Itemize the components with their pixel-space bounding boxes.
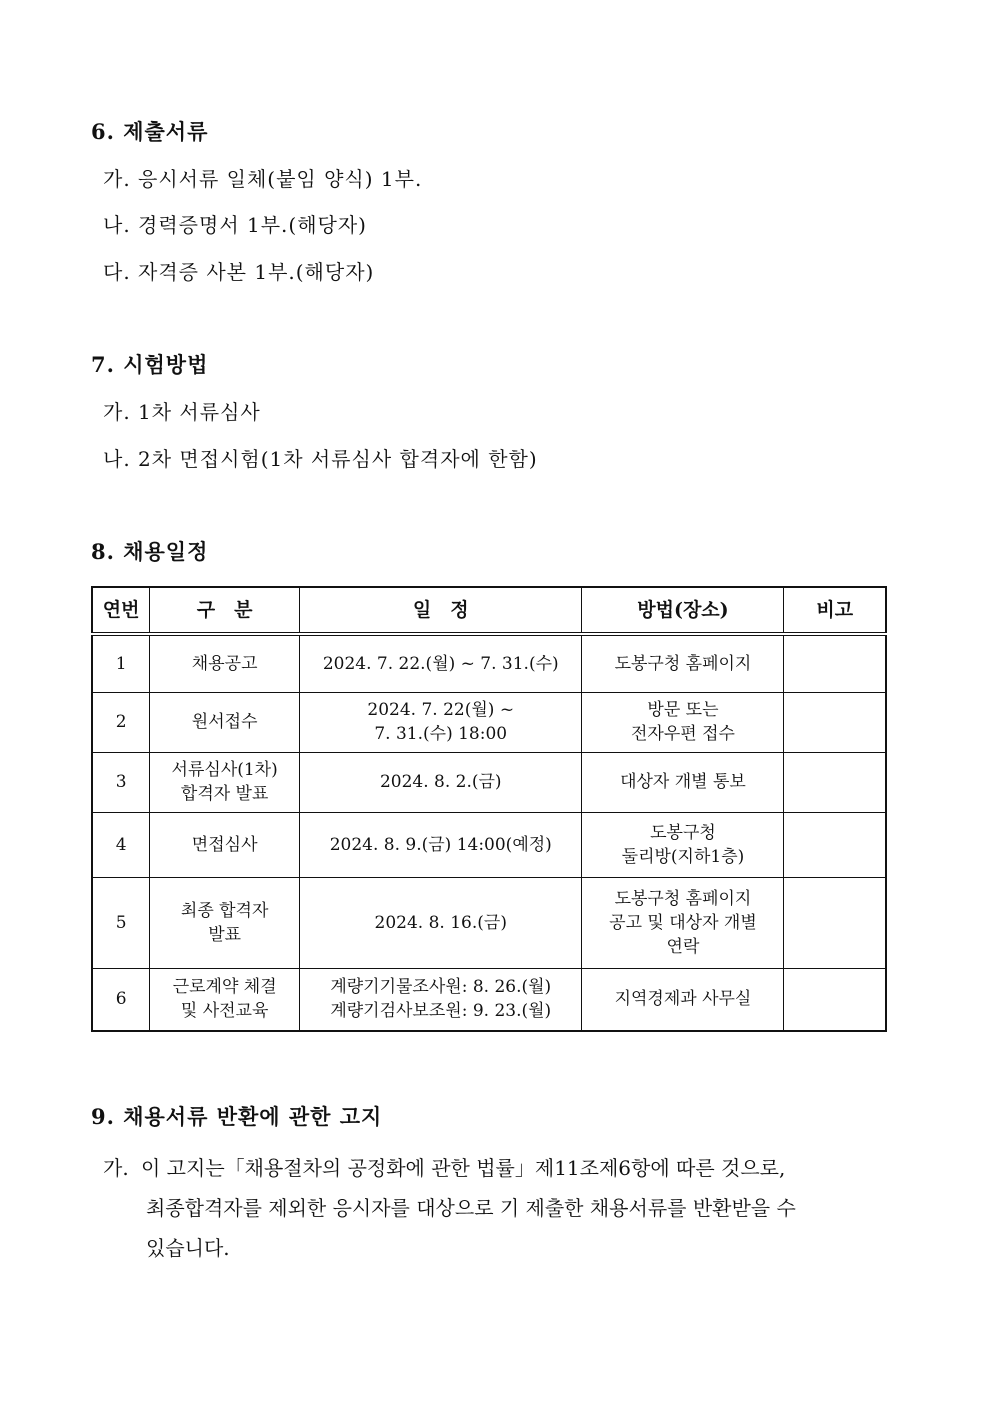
cell-line: 최종 합격자 [180,900,269,921]
cell-schedule [300,692,582,752]
cell-line: 면접심사 [191,834,258,855]
cell-line: 7. 31.(수) 18:00 [374,724,508,744]
cell-line: 지역경제과 사무실 [614,989,752,1010]
cell-line: 전자우편 접수 [630,724,735,744]
cell-no: 3 [92,752,150,812]
cell-method [582,968,784,1031]
cell-category [150,812,300,877]
cell-no: 4 [92,812,150,877]
cell-line: 계량기검사보조원: 9. 23.(월) [330,1001,552,1022]
cell-no: 5 [92,877,150,968]
cell-line: 대상자 개별 통보 [620,772,746,792]
cell-line: 방문 또는 [647,700,719,720]
header-category: 구 분 [150,587,300,634]
cell-schedule [300,812,582,877]
section-8-title: 8. 채용일정 [91,539,209,564]
notice-line-3: 있습니다. [146,1236,230,1260]
cell-no: 2 [92,692,150,752]
header-note: 비고 [784,587,886,634]
table-row [92,877,886,968]
cell-note [784,968,886,1031]
cell-method [582,812,784,877]
cell-category [150,968,300,1031]
cell-line: 도봉구청 홈페이지 [614,653,752,674]
cell-line: 2024. 8. 9.(금) 14:00(예정) [329,834,552,855]
s6-item-2: 나. 경력증명서 1부.(해당자) [103,213,367,237]
cell-note [784,752,886,812]
cell-schedule [300,968,582,1031]
cell-line: 합격자 발표 [180,784,269,804]
cell-method [582,634,784,692]
cell-method [582,692,784,752]
cell-line: 2024. 7. 22.(월) ~ 7. 31.(수) [322,653,559,674]
notice-line-1: 이 고지는「채용절차의 공정화에 관한 법률」제11조제6항에 따른 것으로, [141,1156,786,1180]
cell-line: 공고 및 대상자 개별 [609,912,757,933]
cell-line: 근로계약 체결 [172,977,277,998]
cell-note [784,877,886,968]
s6-item-3: 다. 자격증 사본 1부.(해당자) [103,260,375,284]
cell-category [150,634,300,692]
header-no: 연번 [92,587,150,634]
s7-item-1: 가. 1차 서류심사 [103,400,261,424]
schedule-table [91,586,887,1032]
cell-line: 둘리방(지하1층) [621,846,745,867]
header-schedule: 일 정 [300,587,582,634]
cell-category [150,752,300,812]
cell-schedule [300,634,582,692]
cell-method [582,752,784,812]
section-7-title: 7. 시험방법 [91,352,209,377]
cell-schedule [300,877,582,968]
cell-line: 계량기기물조사원: 8. 26.(월) [330,977,552,998]
notice-line-2: 최종합격자를 제외한 응시자를 대상으로 기 제출한 채용서류를 반환받을 수 [146,1196,796,1220]
s6-item-1: 가. 응시서류 일체(붙임 양식) 1부. [103,167,423,191]
notice-paragraph [103,1148,903,1268]
section-6-title: 6. 제출서류 [91,119,209,144]
table-row [92,752,886,812]
cell-line: 서류심사(1차) [171,760,278,780]
table-row [92,812,886,877]
notice-marker: 가. [103,1156,129,1180]
cell-note [784,812,886,877]
header-method: 방법(장소) [582,587,784,634]
cell-line: 2024. 7. 22(월) ~ [367,700,515,720]
cell-line: 도봉구청 홈페이지 [614,888,752,909]
cell-line: 발표 [208,924,242,945]
table-header-row [92,587,886,634]
cell-line: 연락 [666,936,700,957]
cell-line: 및 사전교육 [180,1001,269,1022]
cell-line: 채용공고 [191,653,258,674]
cell-no: 1 [92,634,150,692]
cell-note [784,692,886,752]
cell-no: 6 [92,968,150,1031]
cell-schedule [300,752,582,812]
s7-item-2: 나. 2차 면접시험(1차 서류심사 합격자에 한함) [103,447,538,471]
cell-line: 도봉구청 [650,822,716,843]
cell-line: 2024. 8. 2.(금) [379,772,502,792]
table-row [92,634,886,692]
table-row [92,968,886,1031]
section-9-title: 9. 채용서류 반환에 관한 고지 [91,1104,383,1129]
cell-category [150,692,300,752]
table-row [92,692,886,752]
cell-category [150,877,300,968]
cell-line: 원서접수 [191,712,258,732]
cell-line: 2024. 8. 16.(금) [374,912,507,933]
cell-note [784,634,886,692]
cell-method [582,877,784,968]
